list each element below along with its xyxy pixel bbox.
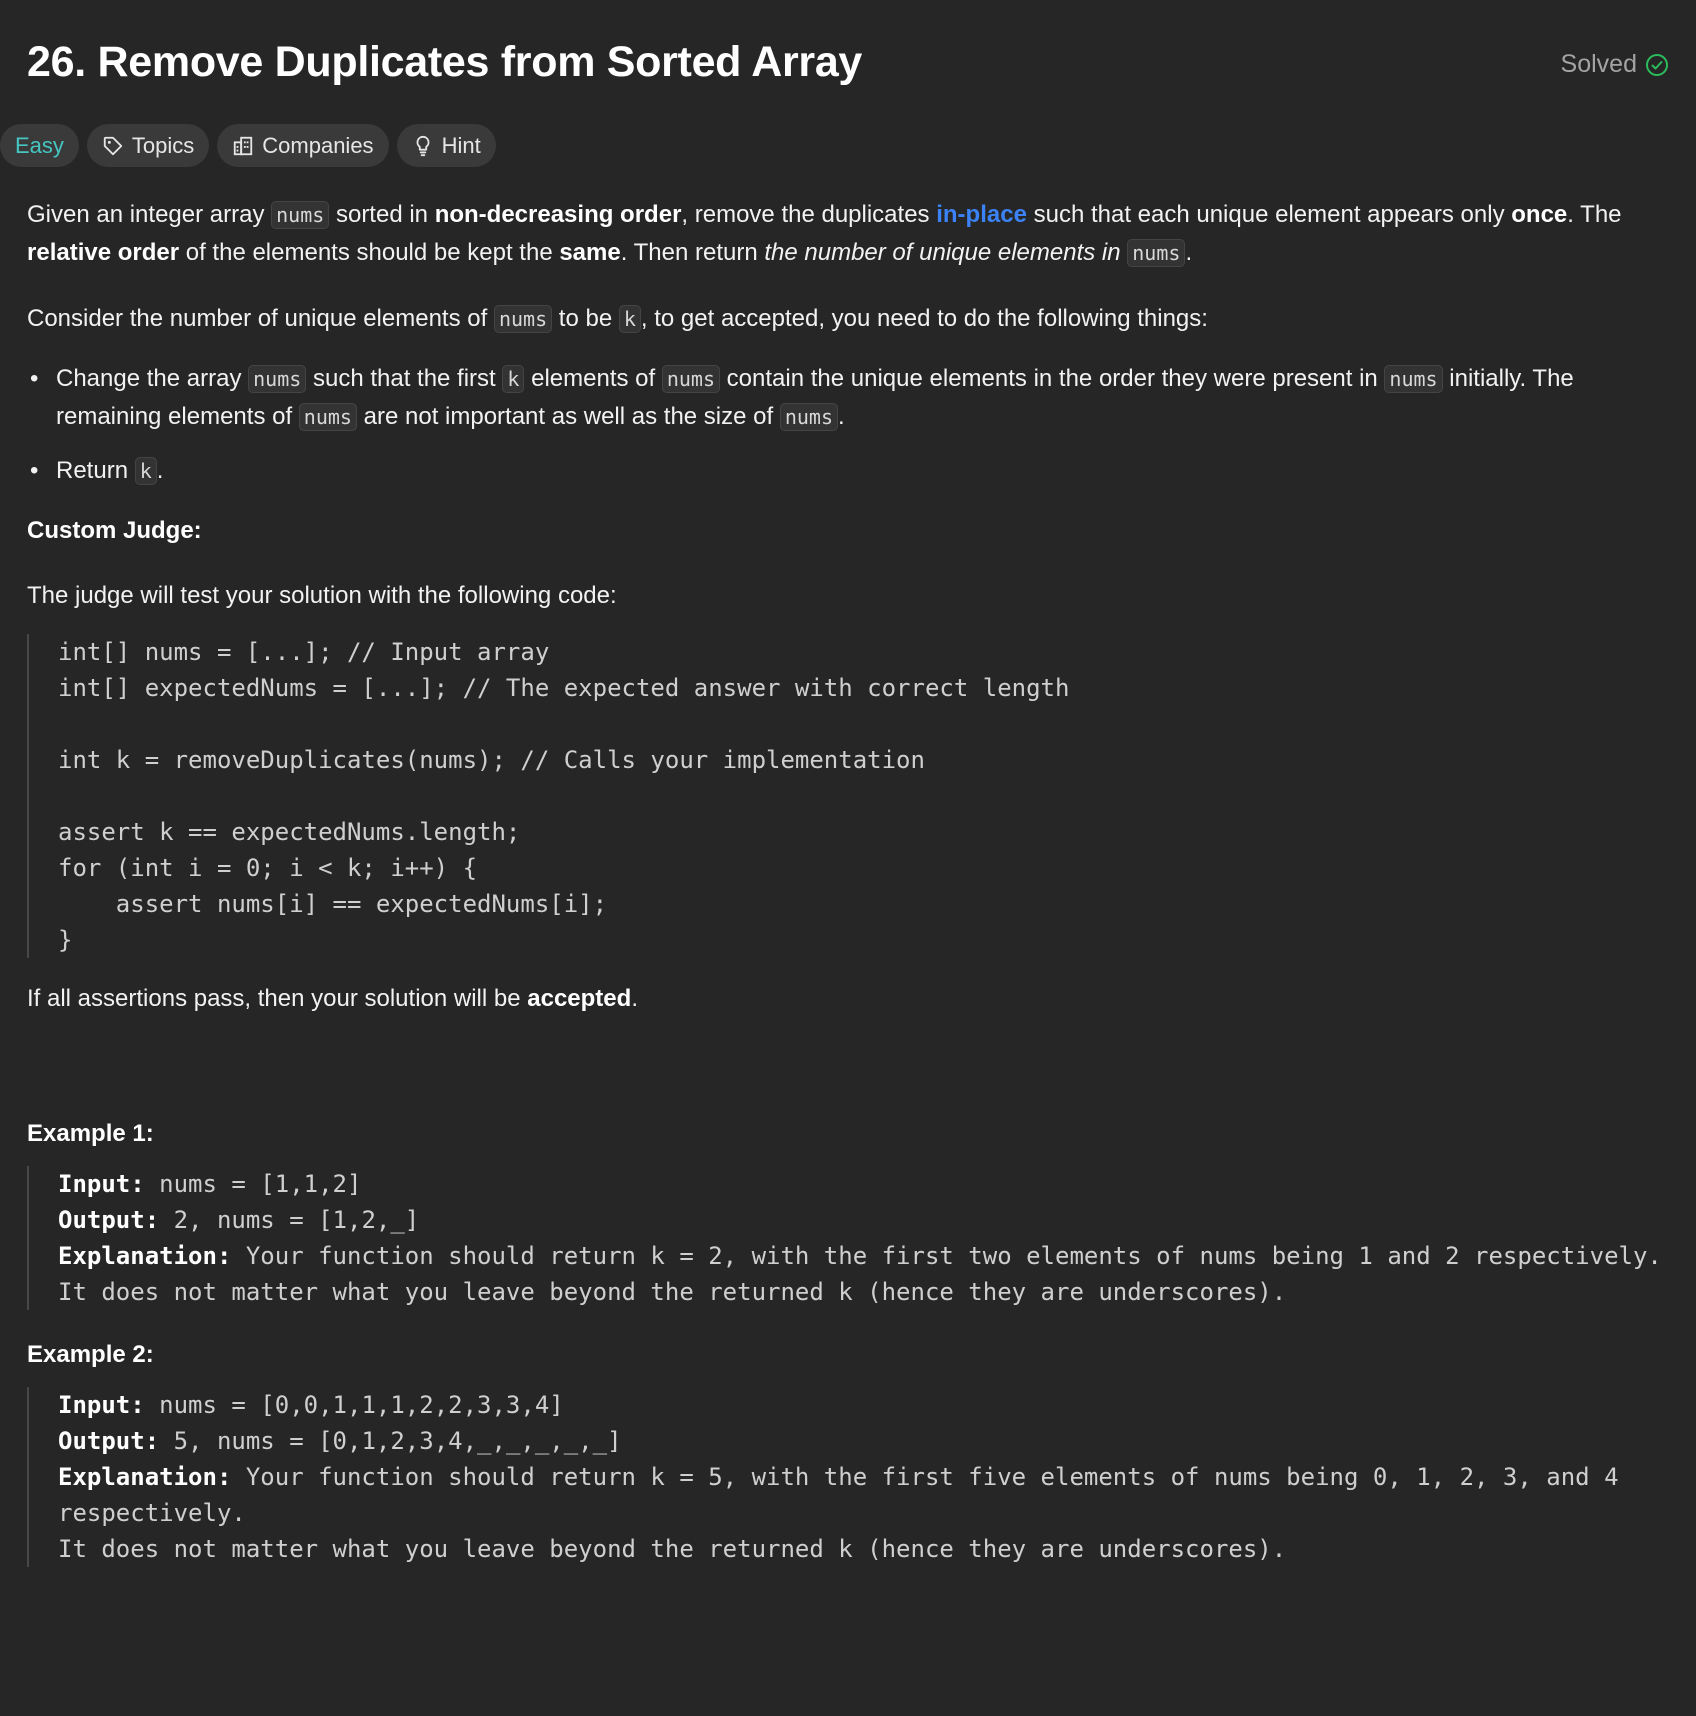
text: If all assertions pass, then your solution will be [27, 985, 528, 1012]
inline-code: k [135, 457, 157, 485]
inline-code: nums [271, 201, 329, 229]
companies-button[interactable] [217, 124, 388, 167]
inline-code: nums [299, 403, 357, 431]
text: of the elements should be kept the [179, 239, 560, 266]
text: initially. The remaining elements of [56, 365, 1574, 430]
topics-label: Topics [131, 132, 195, 158]
explanation-label: Explanation: [58, 1242, 232, 1270]
solved-label: Solved [1560, 50, 1637, 78]
italic-text: the number of unique elements in [764, 239, 1128, 266]
explanation-text: Your function should return k = 2, with the first two elements of nums being 1 and 2 respectively. It does not matter what you leave beyond the returned k (hence they are underscores). [58, 1242, 1662, 1306]
intro-paragraph [27, 196, 1667, 272]
text: Given an integer array [27, 201, 272, 228]
text: to be [552, 305, 619, 332]
bold-text: accepted [527, 985, 632, 1012]
inline-code: k [502, 365, 524, 393]
judge-intro: The judge will test your solution with the following code: [27, 582, 617, 609]
text: . Then return [620, 239, 765, 266]
text: are not important as well as the size of [356, 403, 780, 430]
tag-icon [102, 135, 124, 157]
list-item [56, 360, 1667, 436]
bold-text: relative order [27, 239, 180, 266]
text: Return [56, 457, 135, 484]
output-label: Output: [58, 1427, 160, 1455]
difficulty-label: Easy [15, 132, 64, 158]
text: contain the unique elements in the order they were present in [720, 365, 1385, 392]
check-circle-icon [1645, 53, 1669, 77]
inline-code: nums [1127, 239, 1185, 267]
text: such that each unique element appears only [1026, 201, 1512, 228]
example-1-block [27, 1166, 1667, 1310]
companies-label: Companies [262, 132, 374, 158]
hint-label: Hint [441, 132, 481, 158]
consider-paragraph [27, 300, 1667, 338]
example-2-heading: Example 2: [27, 1341, 154, 1368]
text: , remove the duplicates [681, 201, 937, 228]
inline-code: nums [780, 403, 838, 431]
text: . [838, 403, 845, 430]
tag-bar [0, 124, 496, 167]
text: Consider the number of unique elements of [27, 305, 494, 332]
input-value: nums = [0,0,1,1,1,2,2,3,3,4] [144, 1391, 564, 1419]
bold-text: same [559, 239, 621, 266]
in-place-link[interactable]: in-place [936, 201, 1027, 228]
explanation-label: Explanation: [58, 1463, 232, 1491]
inline-code: k [619, 305, 641, 333]
example-2-block [27, 1387, 1667, 1567]
text: . [631, 985, 638, 1012]
description-body [27, 196, 1667, 1567]
text: . The [1567, 201, 1622, 228]
inline-code: nums [494, 305, 552, 333]
difficulty-badge [0, 124, 79, 167]
inline-code: nums [662, 365, 720, 393]
output-value: 2, nums = [1,2,_] [159, 1206, 420, 1234]
bold-text: non-decreasing order [434, 201, 682, 228]
solved-status [1561, 50, 1669, 79]
inline-code: nums [248, 365, 306, 393]
text: . [156, 457, 164, 484]
problem-header [27, 0, 1669, 115]
judge-code-block: int[] nums = [...]; // Input array int[] expectedNums = [...]; // The expected answer with correct length int k = removeDuplicates(nums); // Calls your implementation assert k == expectedNums.length; for (int i = 0; i < k; i++) { assert nums[i] == expectedNums[i]; } [27, 634, 1667, 958]
bold-text: once [1511, 201, 1568, 228]
input-value: nums = [1,1,2] [144, 1170, 362, 1198]
output-label: Output: [58, 1206, 160, 1234]
input-label: Input: [58, 1170, 145, 1198]
text: , to get accepted, you need to do the following things: [640, 305, 1208, 332]
building-icon [232, 135, 254, 157]
text: . [1185, 239, 1193, 266]
inline-code: nums [1384, 365, 1442, 393]
custom-judge-heading: Custom Judge: [27, 517, 202, 544]
lightbulb-icon [412, 135, 434, 157]
text: Change the array [56, 365, 249, 392]
text: elements of [524, 365, 662, 392]
input-label: Input: [58, 1391, 145, 1419]
judge-outro [27, 980, 1667, 1017]
list-item [56, 452, 1667, 490]
hint-button[interactable] [397, 124, 496, 167]
text: such that the first [306, 365, 503, 392]
example-1-heading: Example 1: [27, 1120, 154, 1147]
output-value: 5, nums = [0,1,2,3,4,_,_,_,_,_] [159, 1427, 622, 1455]
text: sorted in [329, 201, 435, 228]
topics-button[interactable] [87, 124, 209, 167]
requirements-list [27, 360, 1667, 490]
problem-title[interactable]: 26. Remove Duplicates from Sorted Array [27, 38, 863, 86]
explanation-text: Your function should return k = 5, with the first five elements of nums being 0, 1, 2, 3, and 4 respectively. It does not matter what you leave beyond the returned k (hence they are underscores). [58, 1463, 1619, 1563]
